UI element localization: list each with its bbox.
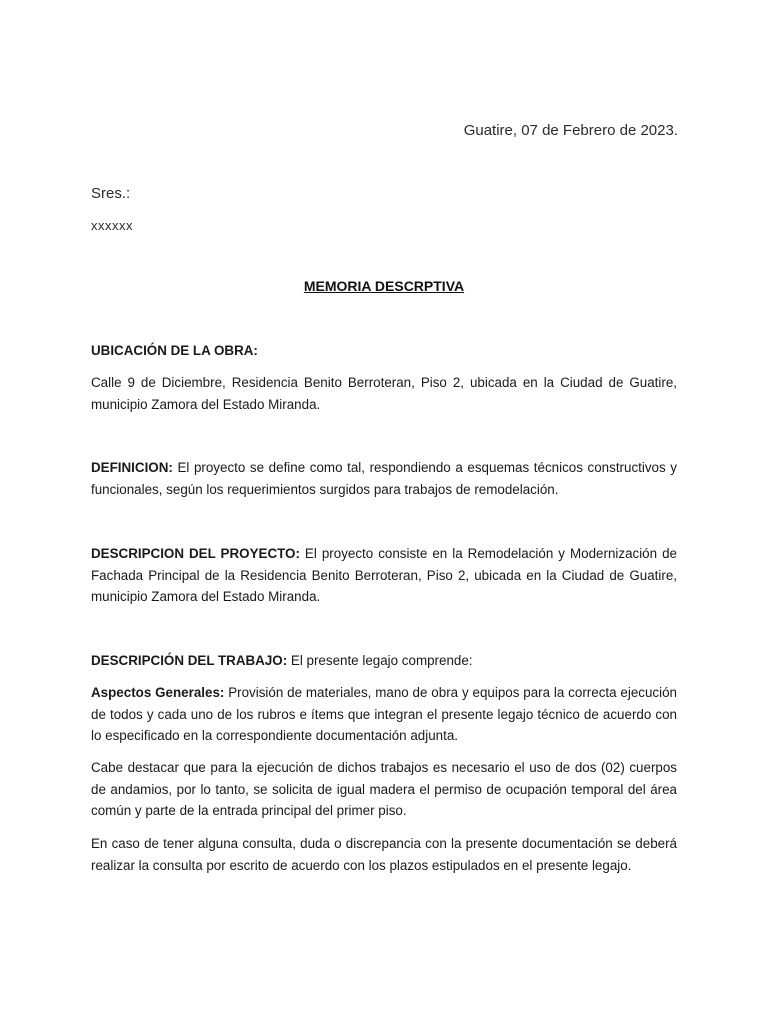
definicion-paragraph xyxy=(91,457,677,500)
consulta-paragraph: En caso de tener alguna consulta, duda o discrepancia con la presente documentación se deberá realizar la consulta por escrito de acuerdo con los plazos estipulados en el presente legajo. xyxy=(91,836,677,873)
ubicacion-heading-label: UBICACIÓN DE LA OBRA: xyxy=(91,343,258,358)
descripcion-proyecto-paragraph xyxy=(91,543,677,608)
andamios-paragraph: Cabe destacar que para la ejecución de dichos trabajos es necesario el uso de dos (02) cuerpos de andamios, por lo tanto, se solicita de igual madera el permiso de ocupación temporal del área común y parte de la entrada principal del primer piso. xyxy=(91,760,677,818)
definicion-label: DEFINICION: xyxy=(91,460,173,475)
definicion-text: El proyecto se define como tal, respondiendo a esquemas técnicos constructivos y funcionales, según los requerimientos surgidos para trabajos de remodelación. xyxy=(91,460,677,497)
recipient: xxxxxx xyxy=(91,218,133,233)
descripcion-trabajo-text: El presente legajo comprende: xyxy=(287,653,473,668)
ubicacion-heading xyxy=(91,340,677,362)
aspectos-paragraph xyxy=(91,682,677,747)
aspectos-text: Provisión de materiales, mano de obra y equipos para la correcta ejecución de todos y cada uno de los rubros e ítems que integran el presente legajo técnico de acuerdo con lo especificado en la correspondiente documentación adjunta. xyxy=(91,685,677,743)
descripcion-trabajo-label: DESCRIPCIÓN DEL TRABAJO: xyxy=(91,653,288,668)
ubicacion-text: Calle 9 de Diciembre, Residencia Benito Berroteran, Piso 2, ubicada en la Ciudad de Guatire, municipio Zamora del Estado Miranda. xyxy=(91,375,677,412)
descripcion-proyecto-label: DESCRIPCION DEL PROYECTO: xyxy=(91,546,300,561)
descripcion-trabajo-paragraph xyxy=(91,650,677,672)
letter-date: Guatire, 07 de Febrero de 2023. xyxy=(463,122,678,139)
aspectos-label: Aspectos Generales: xyxy=(91,685,225,700)
descripcion-proyecto-text: El proyecto consiste en la Remodelación y Modernización de Fachada Principal de la Residencia Benito Berroteran, Piso 2, ubicada en la Ciudad de Guatire, municipio Zamora del Estado Miranda. xyxy=(91,546,677,604)
document-title: MEMORIA DESCRPTIVA xyxy=(303,278,465,294)
salutation: Sres.: xyxy=(91,185,131,202)
